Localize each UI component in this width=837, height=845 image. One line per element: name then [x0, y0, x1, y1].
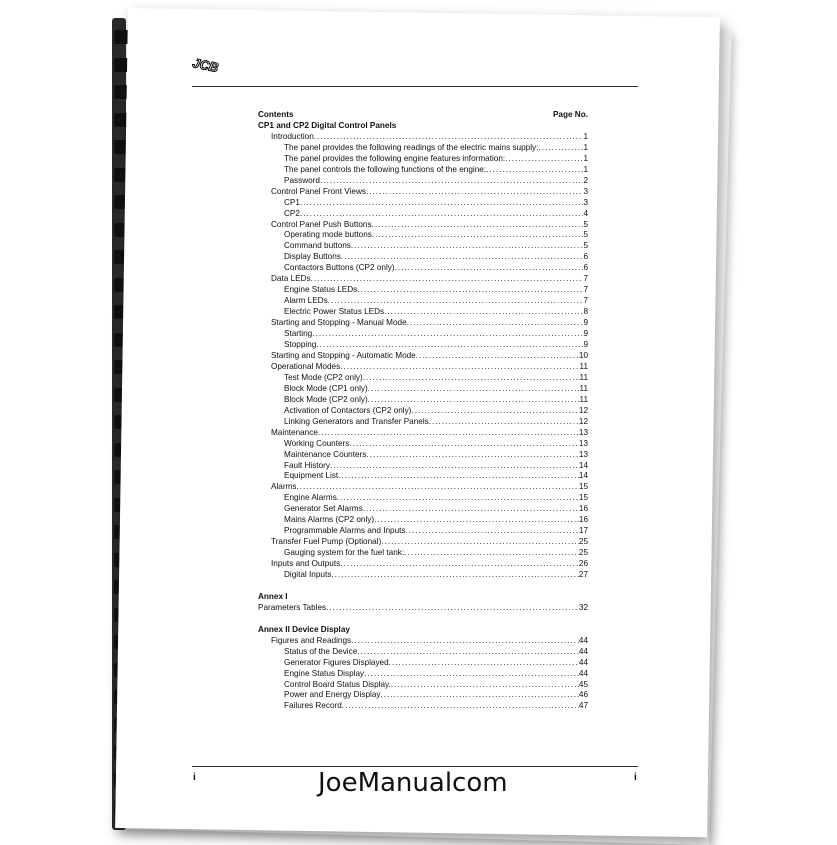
toc-entry-title: Maintenance Counters	[284, 449, 367, 459]
toc-entry-page: 44	[578, 668, 588, 678]
toc-entry[interactable]	[258, 296, 588, 307]
section-heading: CP1 and CP2 Digital Control Panels	[258, 120, 397, 130]
toc-entry-page: 13	[578, 438, 588, 448]
toc-entry[interactable]	[258, 504, 588, 515]
toc-entry[interactable]	[258, 461, 588, 472]
annex-2-entries	[258, 636, 588, 713]
toc-entry[interactable]	[258, 450, 588, 461]
toc-leader-dots	[538, 143, 583, 154]
footer-page-right: i	[634, 772, 637, 783]
toc-entry-page: 5	[583, 230, 588, 240]
toc-entry-title: Mains Alarms (CP2 only)	[284, 515, 375, 525]
toc-leader-dots	[372, 230, 584, 241]
toc-entry[interactable]	[258, 362, 588, 373]
toc-leader-dots	[429, 417, 579, 428]
toc-entry[interactable]	[258, 209, 588, 220]
toc-entry-title: Control Panel Front Views	[271, 186, 366, 196]
toc-entry-title: CP2	[284, 208, 300, 218]
toc-entry-title: Stopping	[284, 340, 317, 350]
toc-leader-dots	[316, 340, 583, 351]
toc-entry[interactable]	[258, 395, 588, 406]
toc-leader-dots	[340, 362, 579, 373]
toc-entry[interactable]	[258, 603, 588, 614]
toc-entry[interactable]	[258, 428, 588, 439]
toc-leader-dots	[296, 482, 578, 493]
page-number-heading: Page No.	[552, 110, 588, 119]
watermark-text: JoeManualcom	[318, 768, 508, 798]
toc-entry[interactable]	[258, 274, 588, 285]
toc-entry[interactable]	[258, 241, 588, 252]
toc-entry-page: 12	[578, 416, 588, 426]
toc-leader-dots	[411, 406, 578, 417]
toc-entry-title: Failures Record	[284, 701, 342, 711]
toc-leader-dots	[406, 526, 579, 537]
toc-leader-dots	[326, 603, 579, 614]
toc-entry-page: 16	[578, 515, 588, 525]
toc-entry[interactable]	[258, 307, 588, 318]
toc-entry-page: 7	[583, 285, 588, 295]
toc-entries	[258, 132, 588, 581]
toc-leader-dots	[320, 176, 583, 187]
toc-entry-page: 12	[578, 405, 588, 415]
toc-entry-title: Linking Generators and Transfer Panels	[284, 416, 429, 426]
toc-entry[interactable]	[258, 570, 588, 581]
toc-leader-dots	[357, 285, 583, 296]
toc-entry-page: 9	[583, 340, 588, 350]
toc-entry[interactable]	[258, 680, 588, 691]
toc-entry-page: 15	[578, 482, 588, 492]
toc-entry-page: 1	[583, 153, 588, 163]
toc-entry-title: Electric Power Status LEDs	[284, 307, 385, 317]
toc-leader-dots	[300, 209, 584, 220]
toc-entry[interactable]	[258, 187, 588, 198]
toc-entry[interactable]	[258, 220, 588, 231]
toc-entry-title: Operational Modes	[271, 361, 341, 371]
toc-entry-title: Transfer Fuel Pump (Optional)	[271, 537, 382, 547]
toc-entry-page: 26	[578, 559, 588, 569]
toc-entry-page: 13	[578, 449, 588, 459]
toc-entry[interactable]	[258, 701, 588, 712]
toc-leader-dots	[372, 220, 584, 231]
toc-entry-title: Introduction	[271, 131, 314, 141]
toc-entry-title: The panel provides the following readings of the electric mains supply:	[284, 142, 539, 152]
toc-entry[interactable]	[258, 285, 588, 296]
toc-leader-dots	[340, 559, 579, 570]
brand-logo: JCB	[191, 55, 220, 76]
toc-entry-title: Alarm LEDs	[284, 296, 328, 306]
toc-leader-dots	[312, 329, 583, 340]
toc-entry-page: 6	[583, 252, 588, 262]
toc-entry-title: Maintenance	[271, 427, 318, 437]
toc-entry[interactable]	[258, 143, 588, 154]
toc-entry-title: Password	[284, 175, 320, 185]
toc-entry-page: 16	[578, 504, 588, 514]
toc-leader-dots	[505, 154, 583, 165]
toc-entry-page: 45	[578, 679, 588, 689]
toc-leader-dots	[366, 450, 579, 461]
toc-leader-dots	[389, 658, 579, 669]
toc-entry-title: The panel controls the following functions of the engine:	[284, 164, 487, 174]
toc-entry-page: 11	[579, 361, 588, 371]
toc-leader-dots	[366, 187, 583, 198]
toc-entry-title: Engine Status Display	[284, 668, 365, 678]
toc-entry-title: Activation of Contactors (CP2 only)	[284, 405, 412, 415]
toc-entry[interactable]	[258, 439, 588, 450]
toc-entry[interactable]	[258, 537, 588, 548]
toc-entry-title: Operating mode buttons	[284, 230, 372, 240]
toc-leader-dots	[374, 515, 579, 526]
toc-entry-title: Generator Figures Displayed	[284, 657, 389, 667]
toc-entry-title: Digital Inputs	[284, 570, 332, 580]
toc-entry[interactable]	[258, 176, 588, 187]
footer-page-left: i	[193, 772, 196, 783]
toc-entry[interactable]	[258, 515, 588, 526]
toc-entry-title: Control Board Status Display.	[284, 679, 391, 689]
annex-2-heading: Annex II Device Display	[258, 624, 350, 634]
toc-entry-page: 11	[579, 394, 588, 404]
toc-entry[interactable]	[258, 690, 588, 701]
toc-leader-dots	[351, 636, 579, 647]
annex-1-heading: Annex I	[258, 591, 288, 601]
toc-entry-page: 25	[578, 548, 588, 558]
toc-entry-title: Status of the Device	[284, 646, 358, 656]
toc-leader-dots	[328, 296, 584, 307]
toc-entry[interactable]	[258, 230, 588, 241]
toc-entry-title: Starting and Stopping - Manual Mode	[271, 318, 407, 328]
toc-entry-title: Generator Set Alarms	[284, 504, 363, 514]
contents-title: Contents	[258, 110, 294, 119]
toc-entry-title: Data LEDs	[271, 274, 311, 284]
toc-leader-dots	[349, 439, 579, 450]
toc-entry[interactable]	[258, 636, 588, 647]
toc-entry[interactable]	[258, 132, 588, 143]
toc-entry-title: Equipment List	[284, 471, 339, 481]
toc-entry[interactable]	[258, 647, 588, 658]
toc-entry[interactable]	[258, 406, 588, 417]
toc-entry-page: 47	[578, 701, 588, 711]
toc-entry[interactable]	[258, 548, 588, 559]
toc-entry[interactable]	[258, 154, 588, 165]
toc-entry-page: 8	[583, 307, 588, 317]
toc-entry-page: 15	[578, 493, 588, 503]
toc-leader-dots	[331, 570, 579, 581]
toc-entry-page: 6	[583, 263, 588, 273]
toc-entry-title: Starting and Stopping - Automatic Mode	[271, 350, 416, 360]
toc-leader-dots	[338, 471, 579, 482]
toc-entry[interactable]	[258, 351, 588, 362]
toc-entry-page: 25	[578, 537, 588, 547]
toc-entry-page: 9	[583, 318, 588, 328]
toc-leader-dots	[384, 307, 583, 318]
toc-entry-page: 9	[583, 329, 588, 339]
toc-entry[interactable]	[258, 417, 588, 428]
toc-leader-dots	[341, 252, 584, 263]
toc-entry-page: 46	[578, 690, 588, 700]
toc-entry-page: 13	[578, 427, 588, 437]
toc-entry-page: 5	[583, 219, 588, 229]
toc-entry-page: 27	[578, 570, 588, 580]
table-of-contents	[258, 110, 588, 712]
toc-leader-dots	[363, 504, 579, 515]
toc-leader-dots	[342, 701, 579, 712]
toc-leader-dots	[337, 493, 579, 504]
toc-leader-dots	[330, 461, 579, 472]
toc-leader-dots	[351, 241, 584, 252]
toc-leader-dots	[368, 395, 580, 406]
toc-entry-title: Engine Alarms	[284, 493, 337, 503]
toc-leader-dots	[486, 165, 583, 176]
toc-leader-dots	[381, 537, 579, 548]
toc-entry-page: 1	[583, 164, 588, 174]
toc-entry-title: Command buttons	[284, 241, 351, 251]
toc-entry-title: Engine Status LEDs	[284, 285, 358, 295]
contents-header	[258, 110, 588, 121]
toc-entry[interactable]	[258, 471, 588, 482]
toc-entry-page: 3	[583, 197, 588, 207]
toc-entry[interactable]	[258, 252, 588, 263]
toc-entry-title: Inputs and Outputs	[271, 559, 341, 569]
toc-leader-dots	[357, 647, 579, 658]
toc-entry-title: Fault History	[284, 460, 330, 470]
toc-leader-dots	[314, 132, 584, 143]
toc-entry-page: 11	[579, 372, 588, 382]
toc-entry-page: 44	[578, 646, 588, 656]
toc-entry-title: Starting	[284, 329, 313, 339]
toc-entry-title: Working Counters	[284, 438, 350, 448]
toc-entry[interactable]	[258, 340, 588, 351]
toc-entry-title: Block Mode (CP2 only)	[284, 394, 368, 404]
toc-entry-title: CP1	[284, 197, 300, 207]
toc-leader-dots	[318, 428, 579, 439]
toc-entry[interactable]	[258, 658, 588, 669]
toc-entry-page: 1	[583, 142, 588, 152]
toc-entry[interactable]	[258, 482, 588, 493]
toc-leader-dots	[363, 373, 580, 384]
toc-entry-page: 17	[578, 526, 588, 536]
toc-entry[interactable]	[258, 198, 588, 209]
toc-leader-dots	[368, 384, 580, 395]
toc-entry-title: Test Mode (CP2 only)	[284, 372, 363, 382]
toc-leader-dots	[311, 274, 584, 285]
toc-entry-title: The panel provides the following engine features information:	[284, 153, 506, 163]
toc-entry-page: 7	[583, 296, 588, 306]
toc-entry-title: Figures and Readings	[271, 635, 352, 645]
toc-entry-page: 14	[578, 460, 588, 470]
toc-entry[interactable]	[258, 165, 588, 176]
toc-entry-title: Power and Energy Display	[284, 690, 381, 700]
toc-entry-title: Block Mode (CP1 only)	[284, 383, 368, 393]
toc-entry-page: 7	[583, 274, 588, 284]
toc-entry-page: 44	[578, 635, 588, 645]
toc-entry[interactable]	[258, 384, 588, 395]
toc-entry-title: Alarms	[271, 482, 297, 492]
toc-entry-page: 5	[583, 241, 588, 251]
toc-entry-page: 32	[578, 602, 588, 612]
annex-1-entries	[258, 603, 588, 614]
toc-entry-page: 11	[579, 383, 588, 393]
toc-leader-dots	[380, 690, 578, 701]
toc-leader-dots	[416, 351, 579, 362]
footer-rule	[192, 766, 638, 767]
toc-entry-title: Contactors Buttons (CP2 only)	[284, 263, 395, 273]
toc-entry[interactable]	[258, 493, 588, 504]
toc-entry-page: 14	[578, 471, 588, 481]
toc-entry[interactable]	[258, 559, 588, 570]
toc-entry-title: Programmable Alarms and Inputs	[284, 526, 406, 536]
toc-entry-page: 3	[583, 186, 588, 196]
toc-leader-dots	[407, 318, 584, 329]
toc-leader-dots	[300, 198, 584, 209]
toc-entry-page: 2	[583, 175, 588, 185]
toc-entry[interactable]	[258, 318, 588, 329]
toc-entry-page: 4	[583, 208, 588, 218]
header-rule	[192, 86, 638, 87]
toc-entry-page: 10	[578, 350, 588, 360]
toc-leader-dots	[391, 680, 579, 691]
toc-entry-page: 44	[578, 657, 588, 667]
toc-entry[interactable]	[258, 669, 588, 680]
toc-entry[interactable]	[258, 526, 588, 537]
toc-entry[interactable]	[258, 263, 588, 274]
toc-entry-page: 1	[583, 131, 588, 141]
toc-entry-title: Display Buttons	[284, 252, 341, 262]
toc-entry-title: Control Panel Push Buttons	[271, 219, 372, 229]
toc-entry-title: Gauging system for the fuel tank:	[284, 548, 405, 558]
toc-entry-title: Parameters Tables	[258, 602, 327, 612]
toc-entry[interactable]	[258, 329, 588, 340]
toc-entry[interactable]	[258, 373, 588, 384]
toc-leader-dots	[364, 669, 579, 680]
toc-leader-dots	[404, 548, 579, 559]
toc-leader-dots	[395, 263, 584, 274]
